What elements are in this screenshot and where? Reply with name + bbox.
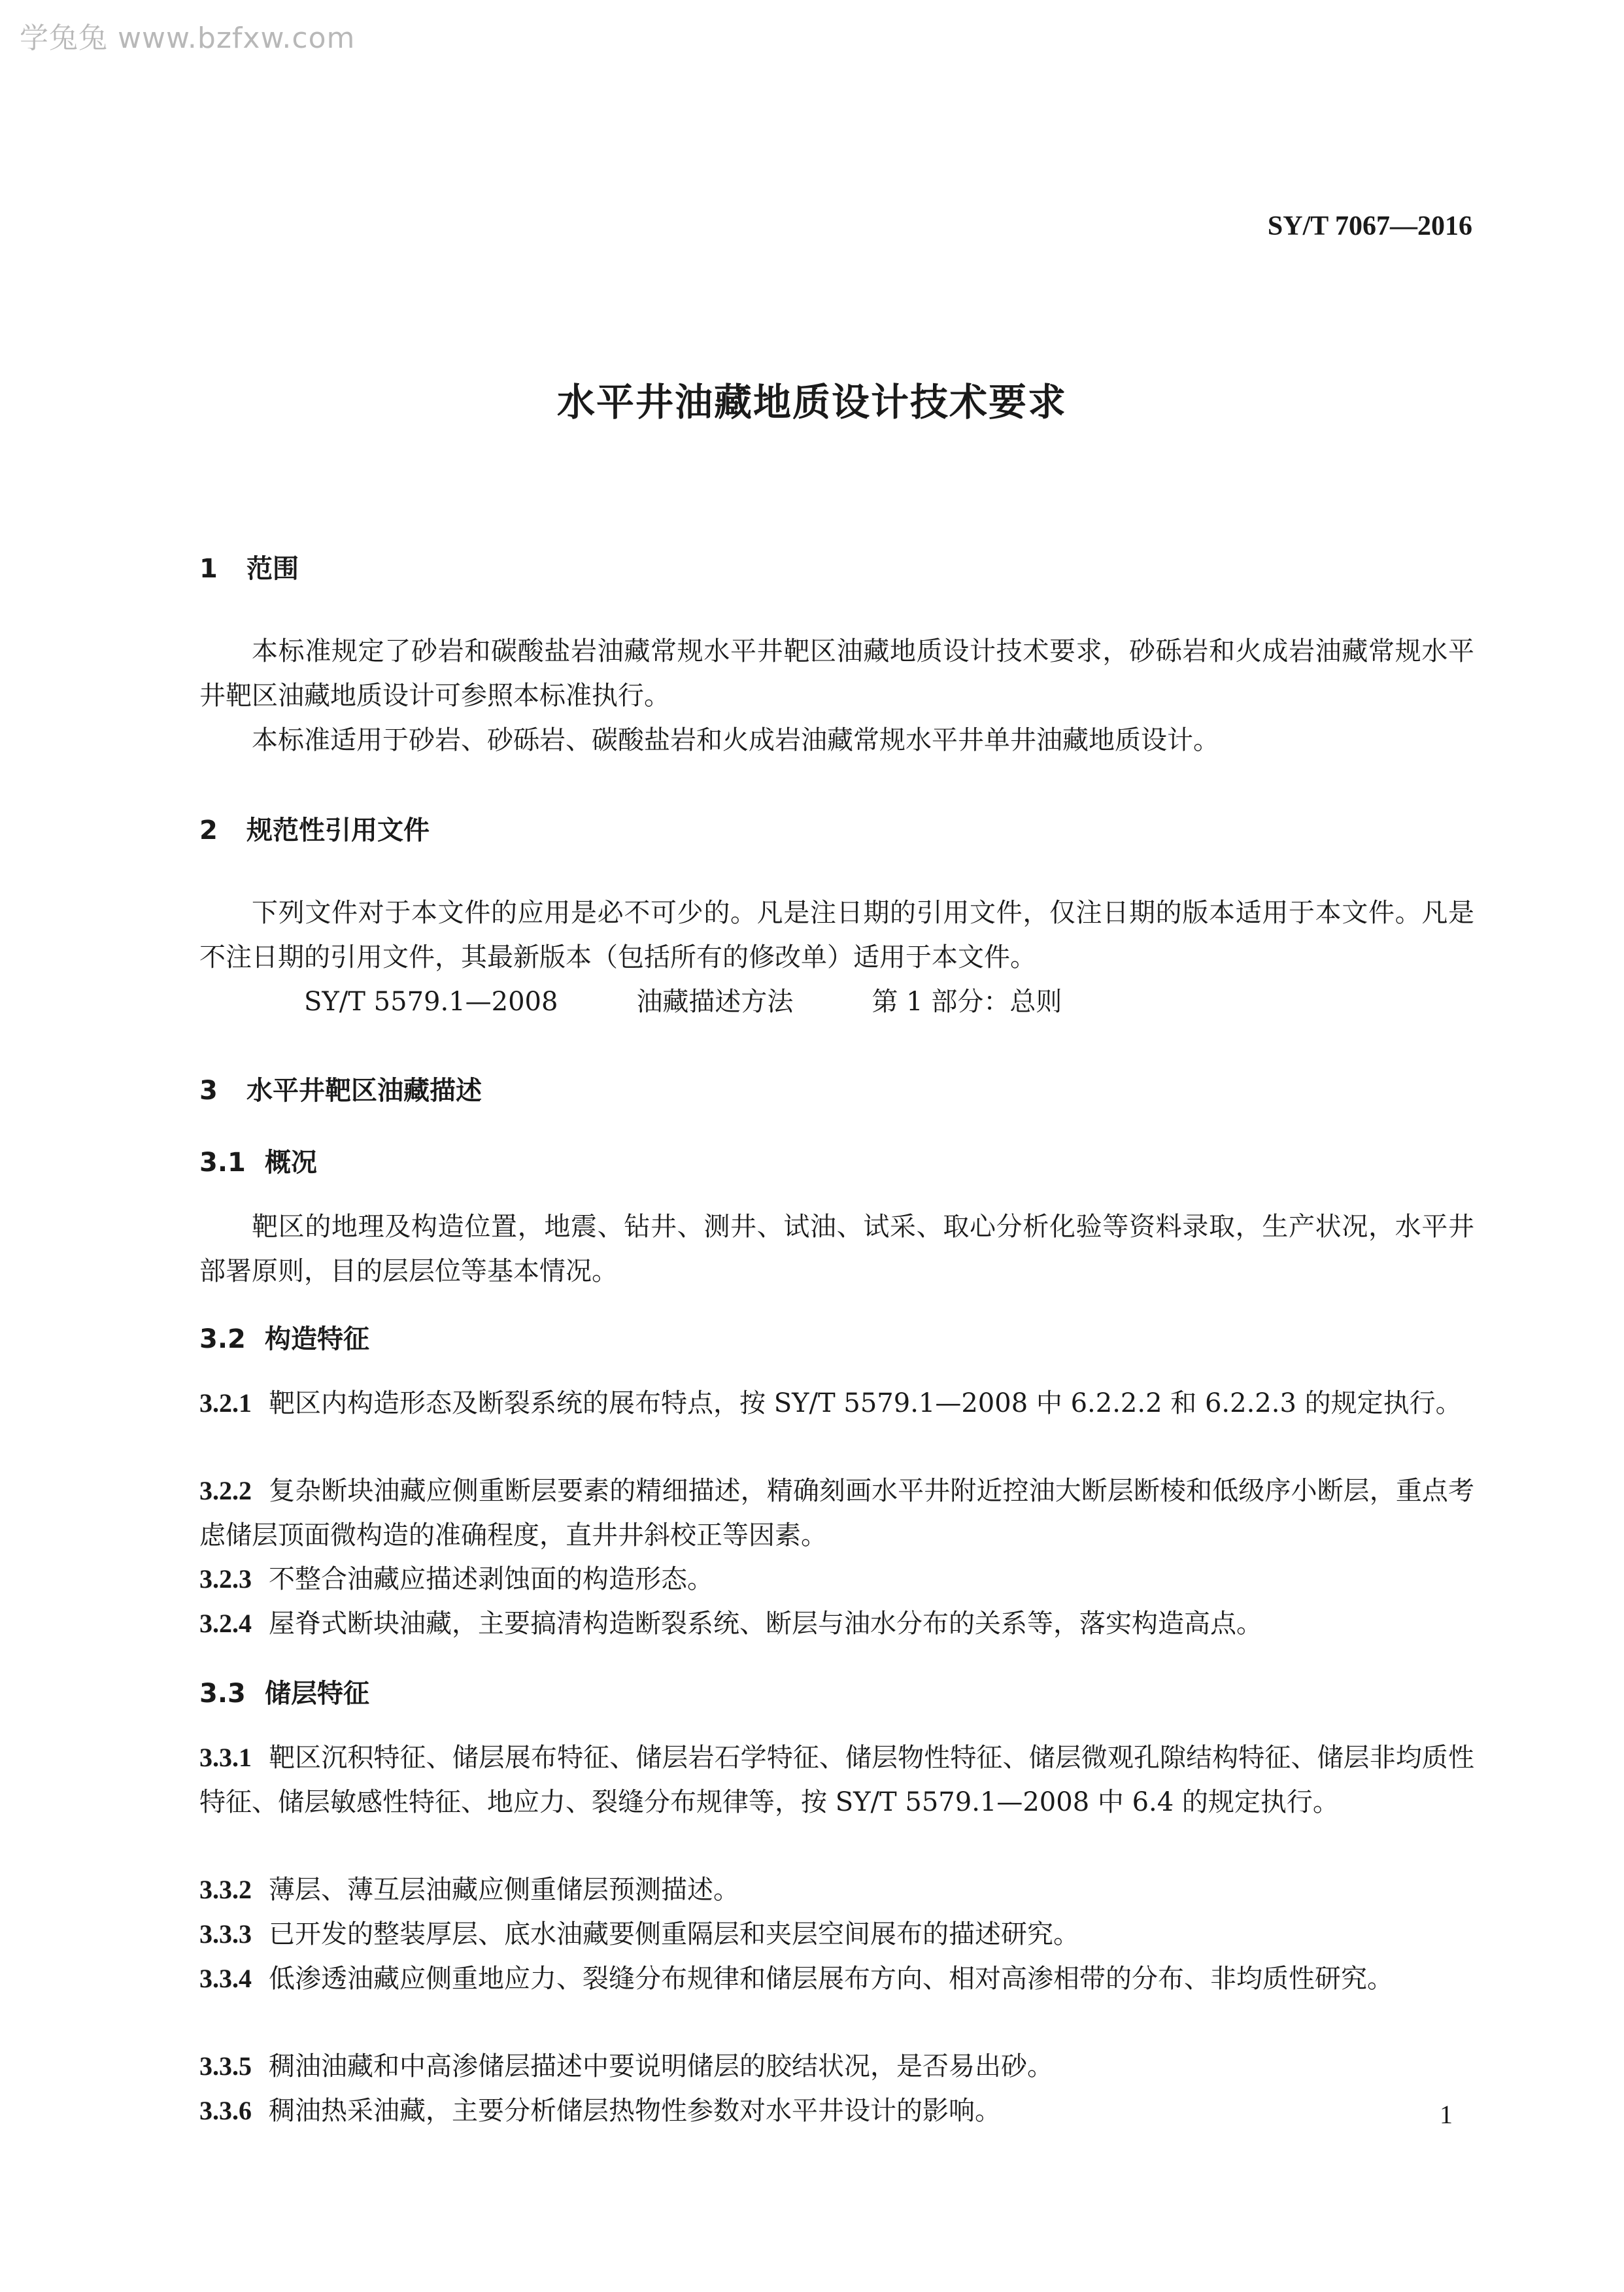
section-number: 3 (199, 1076, 218, 1106)
section-number: 3.3 (199, 1679, 246, 1709)
section-3-2-heading (199, 1318, 369, 1356)
section-number: 2 (199, 815, 218, 846)
clause-3-3-2 (199, 1868, 1474, 1912)
section-1-paragraph-1: 本标准规定了砂岩和碳酸盐岩油藏常规水平井靶区油藏地质设计技术要求，砂砾岩和火成岩油藏常规水平井靶区油藏地质设计可参照本标准执行。 (199, 636, 1474, 711)
watermark: 学兔兔 www.bzfxw.com (20, 22, 356, 55)
section-title: 构造特征 (265, 1324, 369, 1354)
clause-text: 靶区内构造形态及断裂系统的展布特点，按 SY/T 5579.1—2008 中 6.2.2.2 和 6.2.2.3 的规定执行。 (269, 1388, 1462, 1418)
standard-code: SY/T 7067—2016 (1267, 211, 1472, 241)
document-title: 水平井油藏地质设计技术要求 (556, 380, 1067, 424)
section-number: 1 (199, 554, 218, 584)
section-title: 范围 (246, 554, 299, 584)
clause-text: 稠油油藏和中高渗储层描述中要说明储层的胶结状况，是否易出砂。 (269, 2051, 1053, 2081)
section-1-heading (199, 548, 299, 585)
clause-3-3-5 (199, 2044, 1474, 2089)
clause-3-3-6 (199, 2089, 1474, 2133)
section-3-heading (199, 1070, 482, 1107)
section-3-1-heading (199, 1142, 317, 1179)
clause-number: 3.3.2 (199, 1875, 252, 1904)
reference-code: SY/T 5579.1—2008 (304, 987, 558, 1017)
section-2-heading (199, 810, 430, 847)
clause-3-3-4 (199, 1957, 1474, 2001)
section-title: 水平井靶区油藏描述 (246, 1076, 482, 1106)
clause-text: 屋脊式断块油藏，主要搞清构造断裂系统、断层与油水分布的关系等，落实构造高点。 (269, 1609, 1262, 1639)
clause-number: 3.3.1 (199, 1743, 252, 1772)
clause-text: 低渗透油藏应侧重地应力、裂缝分布规律和储层展布方向、相对高渗相带的分布、非均质性研究。 (269, 1964, 1393, 1994)
clause-number: 3.2.4 (199, 1609, 252, 1638)
clause-3-2-3 (199, 1557, 1474, 1601)
clause-3-2-2 (199, 1469, 1474, 1558)
section-1-paragraph-2: 本标准适用于砂岩、砂砾岩、碳酸盐岩和火成岩油藏常规水平井单井油藏地质设计。 (252, 725, 1219, 755)
clause-number: 3.3.6 (199, 2096, 252, 2125)
section-2-paragraph-1: 下列文件对于本文件的应用是必不可少的。凡是注日期的引用文件，仅注日期的版本适用于本文件。凡是不注日期的引用文件，其最新版本（包括所有的修改单）适用于本文件。 (199, 898, 1474, 972)
clause-number: 3.3.5 (199, 2051, 252, 2081)
section-title: 储层特征 (265, 1679, 369, 1709)
clause-text: 靶区沉积特征、储层展布特征、储层岩石学特征、储层物性特征、储层微观孔隙结构特征、储层非均质性特征、储层敏感性特征、地应力、裂缝分布规律等，按 SY/T 5579.1—2008 中 6.4 的规定执行。 (199, 1743, 1474, 1817)
section-number: 3.1 (199, 1148, 246, 1178)
clause-3-3-1 (199, 1736, 1474, 1824)
section-number: 3.2 (199, 1324, 246, 1354)
reference-name: 油藏描述方法 (636, 987, 794, 1017)
clause-number: 3.2.1 (199, 1388, 252, 1418)
clause-number: 3.2.2 (199, 1476, 252, 1505)
clause-text: 不整合油藏应描述剥蚀面的构造形态。 (269, 1564, 713, 1594)
clause-number: 3.2.3 (199, 1564, 252, 1594)
clause-number: 3.3.4 (199, 1964, 252, 1993)
clause-number: 3.3.3 (199, 1919, 252, 1949)
clause-text: 已开发的整装厚层、底水油藏要侧重隔层和夹层空间展布的描述研究。 (269, 1919, 1079, 1949)
section-title: 规范性引用文件 (246, 815, 430, 846)
clause-3-2-4 (199, 1601, 1474, 1646)
section-title: 概况 (265, 1148, 317, 1178)
clause-text: 薄层、薄互层油藏应侧重储层预测描述。 (269, 1875, 739, 1905)
reference-part: 第 1 部分：总则 (871, 987, 1062, 1017)
page-number: 1 (1440, 2100, 1453, 2129)
section-3-1-paragraph: 靶区的地理及构造位置，地震、钻井、测井、试油、试采、取心分析化验等资料录取，生产状况，水平井部署原则，目的层层位等基本情况。 (199, 1212, 1474, 1286)
clause-3-2-1 (199, 1381, 1474, 1426)
clause-3-3-3 (199, 1912, 1474, 1957)
clause-text: 稠油热采油藏，主要分析储层热物性参数对水平井设计的影响。 (269, 2096, 1001, 2126)
section-3-3-heading (199, 1673, 369, 1710)
normative-reference (199, 980, 1474, 1024)
clause-text: 复杂断块油藏应侧重断层要素的精细描述，精确刻画水平井附近控油大断层断棱和低级序小断层，重点考虑储层顶面微构造的准确程度，直井井斜校正等因素。 (199, 1476, 1474, 1550)
